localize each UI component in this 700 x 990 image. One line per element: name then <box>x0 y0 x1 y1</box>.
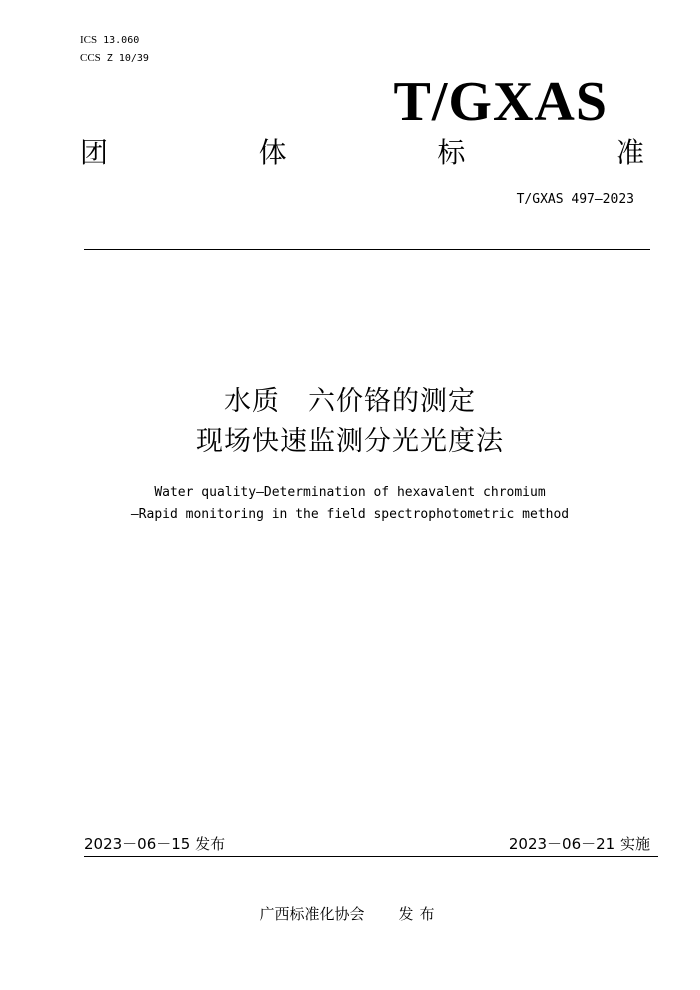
category-char: 标 <box>437 136 466 169</box>
ccs-label: CCS <box>80 52 101 64</box>
ics-label: ICS <box>80 34 98 46</box>
ics-code: 13.060 <box>103 35 140 46</box>
publisher <box>0 904 700 924</box>
ccs-code: Z 10/39 <box>106 53 149 64</box>
publisher-action: 发布 <box>398 905 441 923</box>
standard-logo: T/GXAS <box>393 71 608 133</box>
title-en-line2: —Rapid monitoring in the field spectrophotometric method <box>130 507 570 522</box>
ccs-classification <box>80 52 149 64</box>
header-divider <box>84 249 650 250</box>
implement-date: 2023－06－21 实施 <box>508 835 650 853</box>
title-cn-line1: 水质 六价铬的测定 <box>224 386 476 417</box>
publisher-name: 广西标准化协会 <box>259 905 365 923</box>
title-en-line1: Water quality—Determination of hexavalent chromium <box>154 485 546 500</box>
ics-classification <box>80 34 139 46</box>
publish-date: 2023－06－15 发布 <box>84 835 226 853</box>
category-char: 体 <box>258 136 287 169</box>
category-char: 团 <box>80 136 109 169</box>
standard-category <box>80 136 644 170</box>
category-char: 准 <box>615 136 644 169</box>
title-cn-line2: 现场快速监测分光光度法 <box>196 426 504 457</box>
footer-divider <box>84 856 658 857</box>
standard-number: T/GXAS 497—2023 <box>516 192 634 207</box>
